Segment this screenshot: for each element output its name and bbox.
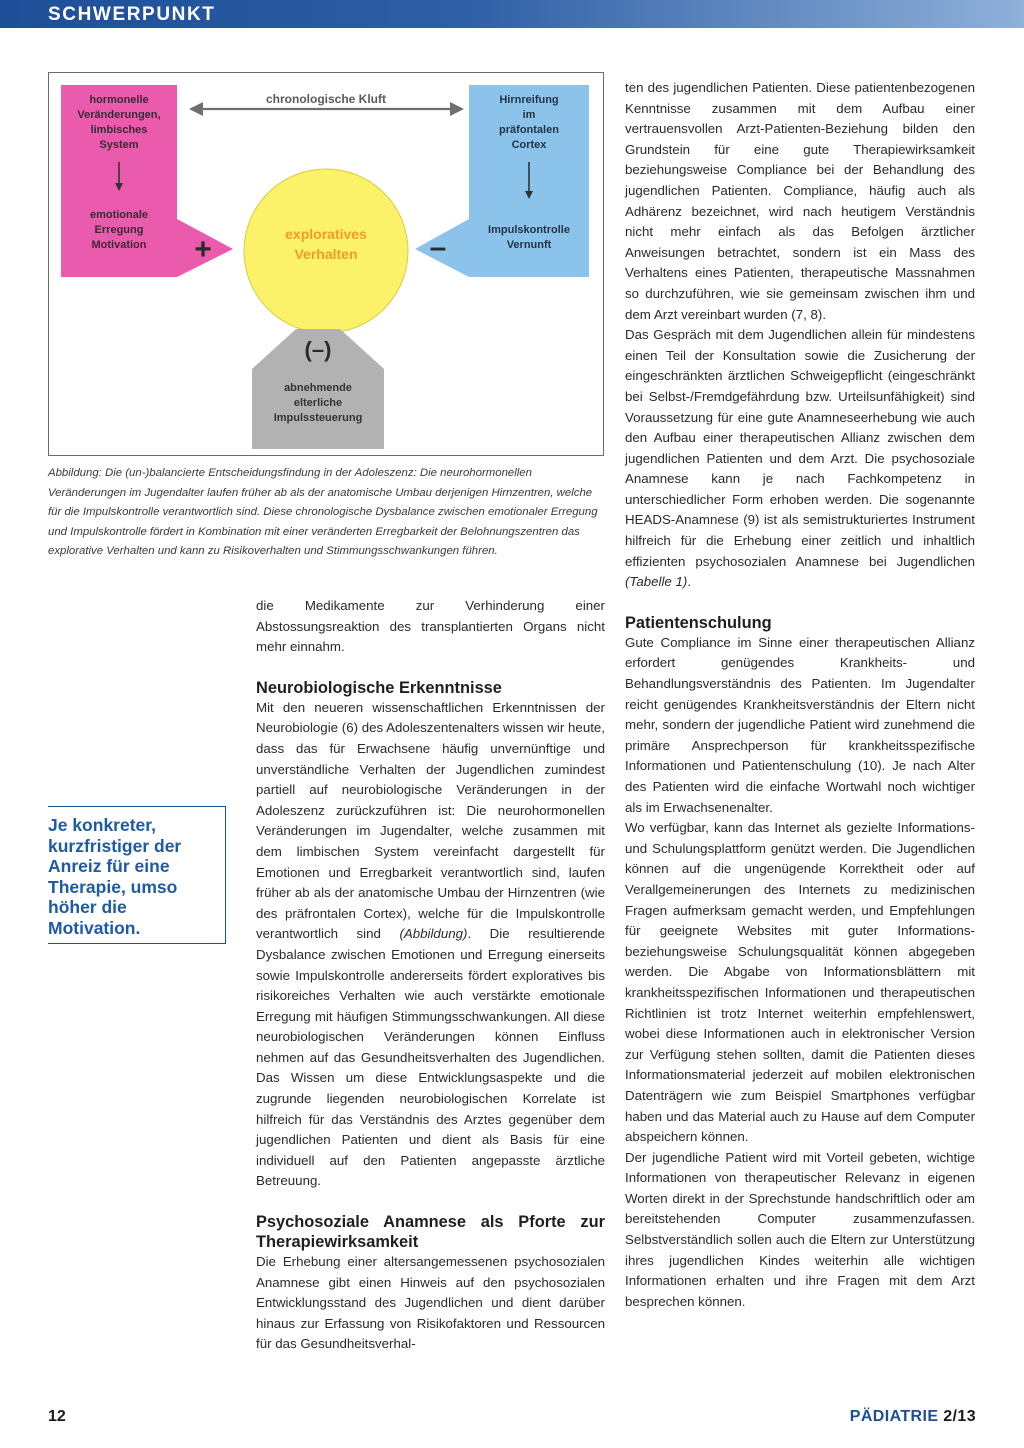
paragraph-schulung-2: Wo verfügbar, kann das Internet als gezielte Informations- und Schulungsplattform genützt werden. Die Jugendlichen können auf die ungenügende Korrektheit oder auf Verallgemeinerungen des Internets zu medizinischen Fragen aufmerksam gemacht werden, und Empfehlungen für geeignete Websites mit guter Informations- beziehungsweise Schulungsqualität können abgegeben werden. Die Abgabe von Informationsblättern mit krankheitsspezifischen Informationen und therapeutischen Richtlinien ist trotz Internet weiterhin empfehlenswert, wobei diese Informationen auch in elektronischer Version zur Verfügung stehen sollten, damit die Patienten dieses Informationsmaterial jederzeit auf mobilen elektronischen Datenträgern wie zum Beispiel Smartphones verfügbar haben und das Material auch zu Hause auf dem Computer abspeichern können. <box>625 820 975 1145</box>
paragraph-schulung-1: Gute Compliance im Sinne einer therapeutischen Allianz erfordert genügendes Krankheits- und Behandlungsverständnis des Patienten. Im Jugendalter reicht genügendes Krankheitsverständnis der Eltern nicht mehr, sondern der jugendliche Patient wird zunehmend die primäre Ansprechperson für krankheitsspezifische Informationen und Patientenschulung (10). Je nach Alter des Patienten wird die einfache Wortwahl noch wichtiger als im Erwachsenenalter. <box>625 634 975 815</box>
left-top-line-3: limbisches <box>90 124 148 136</box>
section-label: SCHWERPUNKT <box>48 4 216 25</box>
bottom-line-1: abnehmende <box>284 382 352 394</box>
intro-paragraph: die Medikamente zur Verhinderung einer Abstossungsreaktion des transplantierten Organs nicht mehr einnahm. <box>256 598 605 655</box>
left-bottom-line-2: Erregung <box>94 224 144 236</box>
bottom-sign: (–) <box>304 337 332 362</box>
section-header-band <box>0 0 1024 28</box>
figure-caption: Abbildung: Die (un-)balancierte Entscheidungsfindung in der Adoleszenz: Die neurohormonellen Veränderungen im Jugendalter laufen früher ab als der anatomische Umbau derjenigen Hirnzentren, welche für die Impulskontrolle verantwortlich sind. Diese chronologische Dysbalance zwischen emotionaler Erregung und Impulskontrolle fördert in Kombination mit einer veränderten Erregbarkeit der Belohnungszentren das explorative Verhalten und kann zu Risikoverhalten und Stimmungsschwankungen führen. <box>48 467 598 557</box>
figure-reference: (Abbildung) <box>399 926 468 942</box>
right-top-line-4: Cortex <box>511 139 547 151</box>
paragraph-neurobiologie: Mit den neueren wissenschaftlichen Erkenntnissen der Neurobiologie (6) des Adoleszentenalters wissen wir heute, dass das für Erwachsene häufig unvernünftige und unverständliche Verhalten der Jugendlichen zumindest partiell auf neurobiologische Veränderungen in der Adoleszenz zurückzuführen ist: Die neurohormonellen Veränderungen im Jugendalter, welche zusammen mit dem limbischen System vereinfacht dargestellt für Emotionen und Erregbarkeit verantwortlich sind, laufen früher ab als der anatomische Umbau der Hirnzentren (wie des präfrontalen Cortex), welche für die Impulskontrolle verantwortlich sind (Abbildung). Die resultierende Dysbalance zwischen Emotionen und Erregung einerseits sowie Impulskontrolle andererseits fördert exploratives bis risikoreiches Verhalten wie auch verstärkte emotionale Erregung mit häufigen Stimmungsschwankungen. All diese neurobiologischen Veränderungen können Einfluss nehmen auf das Gesundheitsverhalten des Jugendlichen. Das Wissen um diese Entwicklungsaspekte und die zugrunde liegenden neurobiologischen Korrelate ist hilfreich für das Verständnis des Arztes gegenüber dem jugendlichen Patienten und dient als Basis für eine individuell auf den Patienten angepasste ärztliche Betreuung. <box>256 699 605 1189</box>
right-top-line-3: präfontalen <box>499 124 559 136</box>
left-top-line-1: hormonelle <box>89 94 149 106</box>
heading-neurobiologie: Neurobiologische Erkenntnisse <box>256 678 502 697</box>
journal-name: PÄDIATRIE <box>849 1408 939 1425</box>
left-plus-sign: + <box>194 233 212 266</box>
heading-anamnese: Psychosoziale Anamnese als Pforte zur Therapiewirksamkeit <box>256 1213 605 1252</box>
top-arrow-label: chronologische Kluft <box>266 92 386 106</box>
pull-quote <box>48 806 226 944</box>
journal-footer <box>850 1408 976 1426</box>
figure-diagram <box>49 73 603 455</box>
right-column <box>625 78 975 1312</box>
bottom-line-2: elterliche <box>293 397 343 409</box>
table-reference: (Tabelle 1) <box>625 574 688 590</box>
left-bottom-line-1: emotionale <box>89 209 149 221</box>
left-top-line-4: System <box>99 139 139 151</box>
middle-column <box>256 596 605 1355</box>
center-line-2: Verhalten <box>294 246 358 262</box>
center-line-1: exploratives <box>285 226 367 242</box>
right-bottom-line-2: Vernunft <box>506 239 552 251</box>
figure <box>48 72 604 456</box>
right-minus-sign: – <box>429 231 447 264</box>
right-bottom-line-1: Impulskontrolle <box>488 224 570 236</box>
left-top-line-2: Veränderungen, <box>77 109 161 121</box>
journal-issue: 2/13 <box>943 1408 976 1425</box>
pull-quote-text: Je konkreter, kurzfristiger der Anreiz für eine Therapie, umso höher die Motivation. <box>48 815 182 938</box>
page-number: 12 <box>48 1408 66 1425</box>
bottom-line-3: Impulssteuerung <box>273 412 363 424</box>
left-bottom-line-3: Motivation <box>91 239 147 251</box>
paragraph-schulung-3: Der jugendliche Patient wird mit Vorteil gebeten, wichtige Informationen von therapeutischer Relevanz in eigenen Worten direkt in der Sprechstunde handschriftlich oder am bereitstehenden Computer zusammenzufassen. Selbstverständlich sollen auch die Eltern zur Unterstützung ihres jugendlichen Kindes weiterhin alle wichtigen Informationen erhalten und ihre Fragen mit dem Arzt besprechen können. <box>625 1149 975 1309</box>
heading-patientenschulung: Patientenschulung <box>625 613 772 632</box>
right-top-line-2: im <box>522 109 536 121</box>
paragraph-anamnese: Die Erhebung einer altersangemessenen psychosozialen Anamnese gibt einen Hinweis auf den psychosozialen Entwicklungsstand des Jugendlichen und dient darüber hinaus zur Erfassung von Risikofaktoren und Ressourcen für das Gesundheitsverhal- <box>256 1254 605 1352</box>
paragraph-compliance: ten des jugendlichen Patienten. Diese patientenbezogenen Kenntnisse zusammen mit dem Aufbau einer vertrauensvollen Arzt-Patienten-Beziehung bilden den Grundstein für eine gute Therapiewirksamkeit beziehungsweise Compliance bei der Behandlung des jugendlichen Patienten. Compliance, häufig auch als Adhärenz bezeichnet, wird nach heutigem Verständnis nicht mehr einfach als das Befolgen ärztlicher Anweisungen betrachtet, sondern ist ein Mass des Verhaltens eines Patienten, therapeutische Massnahmen so durchzuführen, wie sie gemeinsam zwischen ihm und dem Arzt vereinbart wurden (7, 8). <box>625 80 975 322</box>
right-top-line-1: Hirnreifung <box>499 94 559 106</box>
paragraph-gespraech: Das Gespräch mit dem Jugendlichen allein für mindestens einen Teil der Konsultation sowie die Zusicherung der eingeschränkten ärztlichen Schweigepflicht (eingeschränkt bei Selbst-/Fremdgefährdung bzw. Urteilsunfähigkeit) sind Voraussetzung für eine gute Anamneseerhebung wie auch den Aufbau einer therapeutischen Allianz zwischen dem jugendlichen Patienten und dem Arzt. Die psychosoziale Anamnese kann je nach Fachkompetenz in unterschiedlicher Form erhoben werden. Die sogenannte HEADS-Anamnese (9) ist als semistrukturiertes Instrument hilfreich für die Erhebung einer zeitlich und inhaltlich effizienten psychosozialen Anamnese bei Jugendlichen (Tabelle 1). <box>625 327 975 590</box>
